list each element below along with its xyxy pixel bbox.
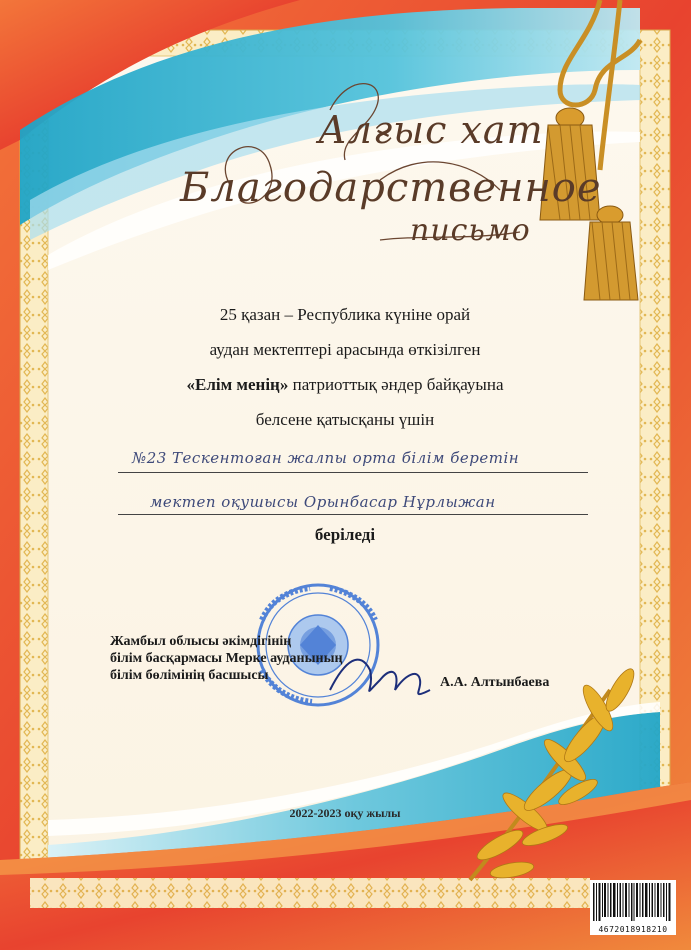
barcode bbox=[590, 880, 676, 935]
underline-1 bbox=[118, 472, 588, 473]
org-line-3: білім бөлімінің басшысы bbox=[110, 668, 269, 683]
body-line-3 bbox=[140, 375, 550, 395]
body-line-4: белсене қатысқаны үшін bbox=[255, 410, 435, 429]
awarded-text: беріледі bbox=[314, 525, 376, 544]
org-line-1: Жамбыл облысы әкімдігінің bbox=[110, 634, 292, 649]
barcode-bars-icon bbox=[590, 880, 676, 924]
org-line-2: білім басқармасы Мерке ауданының bbox=[110, 651, 343, 666]
signature-organization bbox=[110, 633, 343, 684]
title-ru-main: Благодарственное bbox=[180, 165, 602, 211]
handwritten-student: мектеп оқушысы Орынбасар Нұрлыжан bbox=[150, 493, 496, 511]
body-line-2: аудан мектептері арасында өткізілген bbox=[209, 340, 481, 359]
contest-name: «Елім менің» bbox=[186, 375, 289, 394]
body-line-3-rest: патриоттық әндер байқауына bbox=[288, 375, 504, 394]
underline-2 bbox=[118, 514, 588, 515]
academic-year: 2022-2023 оқу жылы bbox=[289, 806, 401, 820]
title-kz: Алғыс хат bbox=[318, 108, 544, 152]
signer-name: А.А. Алтынбаева bbox=[440, 675, 550, 690]
handwritten-school: №23 Тескентоған жалпы орта білім беретін bbox=[132, 449, 520, 467]
barcode-number: 4672018918210 bbox=[598, 925, 668, 934]
body-line-1: 25 қазан – Республика күніне орай bbox=[219, 305, 471, 324]
title-ru-sub: письмо bbox=[410, 213, 531, 248]
